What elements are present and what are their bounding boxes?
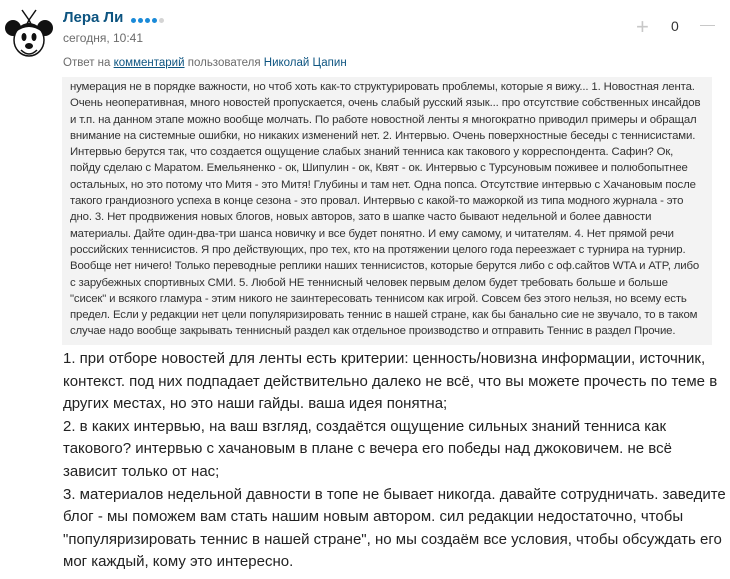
user-avatar[interactable]: [4, 6, 54, 62]
upvote-button[interactable]: +: [636, 14, 649, 39]
user-rating-dots: [131, 10, 166, 27]
reply-info: [63, 57, 347, 69]
comment-body: [63, 348, 728, 574]
rating-dot-filled: [138, 18, 143, 23]
comment-timestamp: сегодня, 10:41: [63, 31, 144, 45]
comment-paragraph: 3. материалов недельной давности в топе не бывает никогда. давайте сотрудничать. заведите блог - мы поможем вам стать нашим новым автором. сил редакции недостаточно, чтобы "популяризировать теннис в нашей стране", но мы создаём все условия, чтобы обсуждать его мог каждый, кому это интересно.: [63, 485, 726, 571]
minnie-mouse-avatar-icon: [4, 6, 54, 62]
author-name[interactable]: Лера Ли: [63, 9, 124, 26]
rating-dot-filled: [152, 18, 157, 23]
comment-paragraph: 1. при отборе новостей для ленты есть критерии: ценность/новизна информации, источник, контекст. под них подпадает действительно далеко не всё, что вы можете прочесть по теме в других местах, но это наши гайды. ваша идея понятна;: [63, 350, 718, 413]
quoted-comment: нумерация не в порядке важности, но чтоб хоть как-то структурировать проблемы, которые я вижу... 1. Новостная лента. Очень неоперативная, много новостей пропускается, очень слабый русский язык... про отсутствие собственных инсайдов и т.п. на данном этапе можно вообще молчать. По работе новостной ленты я многократно приводил примеры и обращал внимание на системные ошибки, но никаких изменений нет. 2. Интервью. Очень поверхностные беседы с теннисистами. Интервью берутся так, что создается ощущение слабых знаний тенниса как такового у корреспондента. Сафин? Ок, пойду сделаю с Маратом. Емельяненко - ок, Шипулин - ок, Квят - ок. Интервью с Турсуновым поживее и полюбопытнее остальных, но это потому что Митя - это Митя! Глубины и там нет. Одна попса. Отсутствие интервью с Хачановым после такого грандиозного успеха в конце сезона - это провал. Интервью с какой-то мажоркой из типа модного журнала - это дно. 3. Нет продвижения новых блогов, новых авторов, зато в шапке часто бывают недельной и более давности материалы. Дайте один-два-три шанса новичку и все будет понятно. И ему самому, и читателям. 4. Нет прямой речи российских теннисистов. Я про действующих, про тех, кто на протяжении целого года переезжает с турнира на турнир. Вообще нет ничего! Только переводные реплики наших теннисистов, которые берутся либо с оф.сайтов WTA и ATP, либо с зарубежных спортивных СМИ. 5. Любой НЕ теннисный человек первым делом будет требовать больше и больше "сисек" и всякого гламура - этим никого не заинтересовать теннисом как игрой. Совсем без этого нельзя, но всему есть предел. Если у редакции нет цели популяризировать теннис в нашей стране, как бы банально сие не звучало, то в таком случае надо вообще закрывать теннисный раздел как отдельное производство и отправить Теннис в раздел Прочие.: [62, 77, 712, 345]
vote-score: 0: [671, 18, 679, 34]
rating-dot-filled: [131, 18, 136, 23]
rating-dot-filled: [145, 18, 150, 23]
downvote-button[interactable]: [700, 25, 715, 26]
parent-comment-user-link[interactable]: Николай Цапин: [263, 57, 347, 69]
rating-dot-empty: [159, 18, 164, 23]
comment-author[interactable]: [63, 9, 166, 27]
reply-prefix: Ответ на: [63, 57, 111, 69]
reply-middle: пользователя: [187, 57, 261, 69]
parent-comment-link[interactable]: комментарий: [113, 57, 185, 69]
comment-paragraph: 2. в каких интервью, на ваш взгляд, создаётся ощущение сильных знаний тенниса как такового? интервью с хачановым в плане с вечера его победы над джоковичем. не всё зависит только от нас;: [63, 417, 672, 480]
